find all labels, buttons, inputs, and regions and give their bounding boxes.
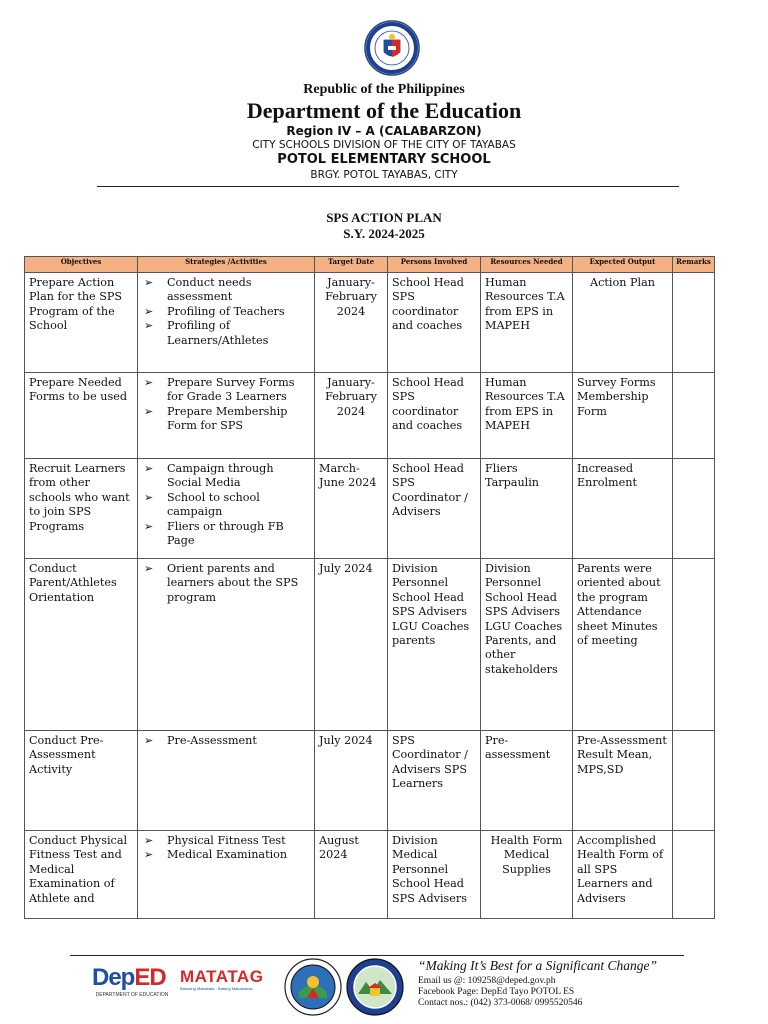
remarks-cell xyxy=(673,459,715,559)
activity-item: ➢ Prepare Survey Forms for Grade 3 Learners xyxy=(142,376,310,405)
department-heading: Department of the Education xyxy=(246,98,522,123)
activity-item: ➢ Orient parents and learners about the SPS program xyxy=(142,562,310,605)
output-cell: Action Plan xyxy=(573,273,673,373)
resources-cell: Human Resources T.A from EPS in MAPEH xyxy=(481,273,573,373)
activity-item: ➢ Prepare Membership Form for SPS xyxy=(142,405,310,434)
division-heading: CITY SCHOOLS DIVISION OF THE CITY OF TAYABAS xyxy=(252,139,516,151)
table-row xyxy=(25,559,715,731)
action-plan-table xyxy=(24,256,715,919)
output-cell: Accomplished Health Form of all SPS Learners and Advisers xyxy=(573,831,673,919)
output-cell: Parents were oriented about the program Attendance sheet Minutes of meeting xyxy=(573,559,673,731)
republic-heading: Republic of the Philippines xyxy=(303,82,465,97)
header-remarks: Remarks xyxy=(673,257,715,273)
deped-logo: DepED DEPARTMENT OF EDUCATION xyxy=(92,966,172,1000)
persons-cell: School Head SPS Coordinator / Advisers xyxy=(388,459,481,559)
remarks-cell xyxy=(673,373,715,459)
table-row xyxy=(25,459,715,559)
table-row xyxy=(25,373,715,459)
activity-item: ➢ Conduct needs assessment xyxy=(142,276,310,305)
plan-title: SPS ACTION PLAN xyxy=(326,210,442,225)
target-date-cell: July 2024 xyxy=(315,731,388,831)
footer-divider xyxy=(70,955,684,956)
persons-cell: SPS Coordinator / Advisers SPS Learners xyxy=(388,731,481,831)
resources-cell: Fliers Tarpaulin xyxy=(481,459,573,559)
matatag-tagline: Bansang Makabata · Batang Makabansa xyxy=(180,986,253,991)
remarks-cell xyxy=(673,559,715,731)
table-row xyxy=(25,731,715,831)
activity-item: ➢ Medical Examination xyxy=(142,848,310,862)
objective-cell: Conduct Pre-Assessment Activity xyxy=(25,731,138,831)
objective-cell: Prepare Action Plan for the SPS Program of the School xyxy=(25,273,138,373)
output-cell: Increased Enrolment xyxy=(573,459,673,559)
activity-item: ➢ Profiling of Learners/Athletes xyxy=(142,319,310,348)
activity-item: ➢ Fliers or through FB Page xyxy=(142,520,310,549)
table-row xyxy=(25,831,715,919)
matatag-wordmark: MATATAG xyxy=(180,967,264,986)
school-year: S.Y. 2024-2025 xyxy=(343,226,425,241)
school-address: BRGY. POTOL TAYABAS, CITY xyxy=(310,169,458,181)
header-strategies: Strategies /Activities xyxy=(138,257,315,273)
persons-cell: Division Personnel School Head SPS Advisers LGU Coaches parents xyxy=(388,559,481,731)
school-seal-logo xyxy=(346,958,404,1016)
target-date-cell: August 2024 xyxy=(315,831,388,919)
persons-cell: Division Medical Personnel School Head SPS Advisers xyxy=(388,831,481,919)
output-cell: Survey Forms Membership Form xyxy=(573,373,673,459)
table-row xyxy=(25,273,715,373)
activities-cell xyxy=(138,459,315,559)
header-resources: Resources Needed xyxy=(481,257,573,273)
resources-cell: Human Resources T.A from EPS in MAPEH xyxy=(481,373,573,459)
resources-cell: Division Personnel School Head SPS Advisers LGU Coaches Parents, and other stakeholders xyxy=(481,559,573,731)
objective-cell: Prepare Needed Forms to be used xyxy=(25,373,138,459)
header-divider xyxy=(97,186,679,187)
activity-item: ➢ Physical Fitness Test xyxy=(142,834,310,848)
activities-cell xyxy=(138,273,315,373)
activity-item: ➢ Pre-Assessment xyxy=(142,734,310,748)
contact-facebook: Facebook Page: DepEd Tayo POTOL ES xyxy=(418,987,575,997)
target-date-cell: January-February 2024 xyxy=(315,273,388,373)
header-objectives: Objectives xyxy=(25,257,138,273)
resources-cell: Health Form Medical Supplies xyxy=(481,831,573,919)
contact-email: Email us @: 109258@deped.gov.ph xyxy=(418,976,556,986)
deped-seal-logo xyxy=(364,20,420,76)
header-persons: Persons Involved xyxy=(388,257,481,273)
school-motto: “Making It’s Best for a Significant Change” xyxy=(418,958,657,973)
school-name: POTOL ELEMENTARY SCHOOL xyxy=(277,152,491,167)
output-cell: Pre-Assessment Result Mean, MPS,SD xyxy=(573,731,673,831)
activity-item: ➢ School to school campaign xyxy=(142,491,310,520)
objective-cell: Recruit Learners from other schools who want to join SPS Programs xyxy=(25,459,138,559)
activities-cell xyxy=(138,831,315,919)
header-output: Expected Output xyxy=(573,257,673,273)
persons-cell: School Head SPS coordinator and coaches xyxy=(388,373,481,459)
table-header-row xyxy=(25,257,715,273)
contact-phone: Contact nos.: (042) 373-0068/ 0995520546 xyxy=(418,998,583,1008)
persons-cell: School Head SPS coordinator and coaches xyxy=(388,273,481,373)
activities-cell xyxy=(138,559,315,731)
matatag-logo xyxy=(180,968,270,992)
target-date-cell: March-June 2024 xyxy=(315,459,388,559)
objective-cell: Conduct Physical Fitness Test and Medical Examination of Athlete and xyxy=(25,831,138,919)
activity-item: ➢ Campaign through Social Media xyxy=(142,462,310,491)
target-date-cell: July 2024 xyxy=(315,559,388,731)
header-target-date: Target Date xyxy=(315,257,388,273)
activities-cell xyxy=(138,731,315,831)
remarks-cell xyxy=(673,831,715,919)
activity-item: ➢ Profiling of Teachers xyxy=(142,305,310,319)
division-seal-logo xyxy=(284,958,342,1016)
remarks-cell xyxy=(673,731,715,831)
objective-cell: Conduct Parent/Athletes Orientation xyxy=(25,559,138,731)
remarks-cell xyxy=(673,273,715,373)
deped-logo-caption: DEPARTMENT OF EDUCATION xyxy=(95,992,169,998)
activities-cell xyxy=(138,373,315,459)
target-date-cell: January-February 2024 xyxy=(315,373,388,459)
region-heading: Region IV – A (CALABARZON) xyxy=(286,124,482,138)
resources-cell: Pre-assessment xyxy=(481,731,573,831)
